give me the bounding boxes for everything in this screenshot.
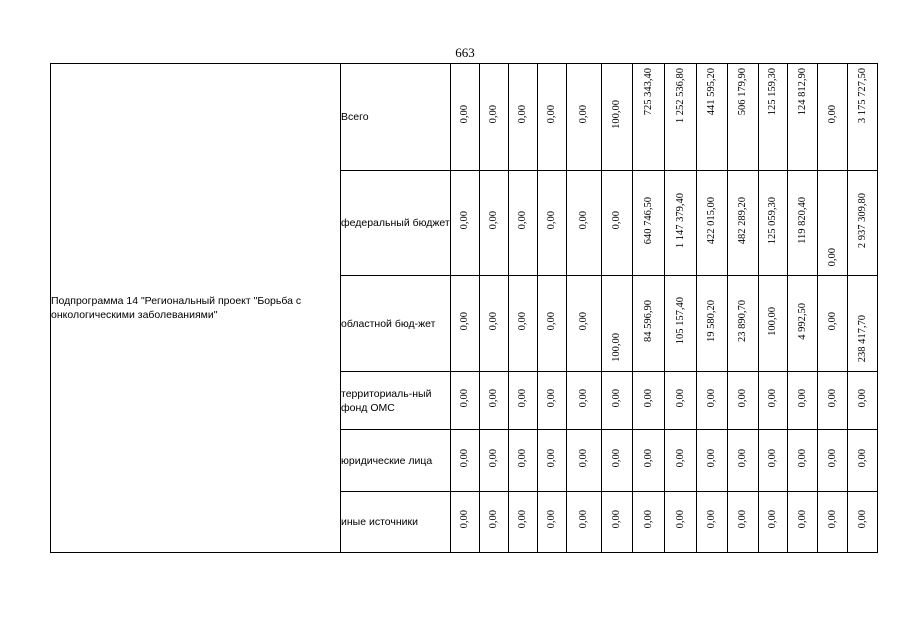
funding-source-label: областной бюд-жет (341, 317, 436, 330)
value-text: 0,00 (546, 211, 557, 230)
value-cell (848, 276, 878, 372)
value-cell (818, 276, 848, 372)
value-cell (451, 276, 480, 372)
value-cell (480, 64, 509, 171)
value-cell (633, 171, 665, 276)
value-cell (509, 171, 538, 276)
value-text: 0,00 (796, 510, 808, 529)
value-text: 0,00 (578, 211, 589, 230)
value-cell (602, 171, 633, 276)
value-cell (509, 64, 538, 171)
value-cell (567, 430, 602, 492)
value-text: 422 015,00 (706, 196, 717, 245)
value-text: 0,00 (546, 105, 557, 124)
value-cell (697, 171, 728, 276)
value-cell (567, 171, 602, 276)
value-text: 0,00 (488, 510, 499, 529)
value-cell (788, 276, 818, 372)
value-text: 0,00 (826, 388, 838, 408)
funding-source-label: территориаль-ный фонд ОМС (341, 387, 432, 414)
value-cell (538, 171, 567, 276)
value-cell (538, 372, 567, 430)
value-text: 0,00 (767, 388, 778, 408)
value-cell (602, 276, 633, 372)
value-cell (451, 64, 480, 171)
value-text: 0,00 (517, 448, 528, 468)
value-cell (509, 430, 538, 492)
table-body (51, 64, 878, 553)
value-text: 124 812,90 (796, 68, 808, 116)
value-text: 0,00 (578, 388, 589, 408)
value-cell (848, 64, 878, 171)
value-text: 0,00 (642, 448, 654, 468)
value-text: 0,00 (706, 448, 717, 468)
value-cell (633, 64, 665, 171)
value-text: 0,00 (611, 211, 622, 230)
value-text: 1 147 379,40 (674, 192, 686, 249)
value-text: 0,00 (611, 448, 622, 468)
value-cell (509, 276, 538, 372)
value-cell (451, 430, 480, 492)
value-cell (567, 276, 602, 372)
value-text: 4 992,50 (796, 302, 808, 340)
value-text: 0,00 (826, 448, 838, 468)
funding-source-cell (341, 492, 451, 553)
value-cell (451, 171, 480, 276)
value-cell (633, 492, 665, 553)
value-text: 84 596,90 (642, 300, 654, 342)
value-cell (480, 430, 509, 492)
value-cell (509, 372, 538, 430)
value-cell (538, 492, 567, 553)
funding-source-cell (341, 171, 451, 276)
value-text: 0,00 (826, 105, 838, 124)
value-text: 506 179,90 (737, 68, 748, 116)
value-text: 0,00 (517, 311, 528, 331)
value-text: 0,00 (642, 510, 654, 529)
value-cell (602, 64, 633, 171)
value-text: 0,00 (578, 311, 589, 331)
value-cell (665, 372, 697, 430)
value-text: 125 159,30 (767, 68, 778, 116)
table-row (51, 64, 878, 171)
value-cell (848, 492, 878, 553)
value-text: 0,00 (737, 388, 748, 408)
value-text: 0,00 (488, 388, 499, 408)
value-cell (818, 492, 848, 553)
value-text: 0,00 (767, 448, 778, 468)
value-cell (848, 372, 878, 430)
value-cell (818, 430, 848, 492)
value-cell (567, 492, 602, 553)
value-text: 119 820,40 (796, 197, 808, 244)
value-cell (728, 171, 759, 276)
value-cell (451, 372, 480, 430)
value-text: 0,00 (488, 311, 499, 331)
value-cell (697, 64, 728, 171)
value-text: 100,00 (611, 333, 622, 362)
funding-source-label: Всего (341, 111, 369, 123)
value-text: 125 059,30 (767, 196, 778, 245)
value-text: 0,00 (674, 510, 686, 529)
value-cell (759, 64, 788, 171)
value-cell (633, 276, 665, 372)
value-cell (759, 276, 788, 372)
value-text: 0,00 (459, 105, 470, 124)
value-cell (665, 430, 697, 492)
value-cell (788, 492, 818, 553)
value-cell (665, 64, 697, 171)
value-text: 0,00 (488, 211, 499, 230)
program-label-cell (51, 64, 341, 553)
value-text: 0,00 (611, 510, 622, 529)
funding-source-cell (341, 64, 451, 171)
value-text: 0,00 (706, 510, 717, 529)
value-text: 0,00 (674, 448, 686, 468)
value-cell (697, 372, 728, 430)
funding-source-label: федеральный бюджет (341, 217, 450, 229)
value-text: 441 595,20 (706, 68, 717, 116)
value-text: 0,00 (737, 448, 748, 468)
value-text: 3 175 727,50 (856, 68, 868, 124)
value-cell (697, 492, 728, 553)
value-text: 23 890,70 (737, 300, 748, 342)
value-text: 100,00 (767, 306, 778, 336)
value-cell (451, 492, 480, 553)
value-text: 0,00 (517, 510, 528, 529)
value-text: 0,00 (674, 388, 686, 408)
value-text: 0,00 (826, 247, 838, 266)
funding-table (50, 63, 878, 553)
value-cell (480, 372, 509, 430)
value-cell (759, 171, 788, 276)
value-cell (665, 171, 697, 276)
value-text: 0,00 (517, 105, 528, 124)
value-text: 0,00 (611, 388, 622, 408)
value-cell (697, 276, 728, 372)
page-number: 663 (455, 45, 475, 60)
value-text: 0,00 (796, 388, 808, 408)
value-cell (759, 430, 788, 492)
program-label: Подпрограмма 14 "Региональный проект "Борьба с онкологическими заболеваниями" (51, 295, 302, 321)
value-text: 0,00 (578, 510, 589, 529)
value-text: 105 157,40 (674, 297, 686, 345)
value-text: 0,00 (856, 448, 868, 468)
value-text: 0,00 (488, 448, 499, 468)
value-text: 0,00 (826, 311, 838, 331)
value-cell (538, 276, 567, 372)
value-text: 0,00 (546, 311, 557, 331)
value-text: 725 343,40 (642, 68, 654, 116)
value-text: 0,00 (826, 510, 838, 529)
value-cell (697, 430, 728, 492)
funding-source-cell (341, 430, 451, 492)
value-text: 0,00 (546, 448, 557, 468)
funding-source-cell (341, 276, 451, 372)
value-text: 1 252 536,80 (674, 68, 686, 124)
funding-source-label: иные источники (341, 516, 418, 528)
funding-source-label: юридические лица (341, 454, 433, 467)
value-cell (509, 492, 538, 553)
value-text: 0,00 (488, 105, 499, 124)
value-cell (480, 276, 509, 372)
value-text: 0,00 (459, 510, 470, 529)
value-cell (665, 492, 697, 553)
value-cell (567, 372, 602, 430)
value-text: 2 937 309,80 (856, 192, 868, 249)
value-text: 0,00 (737, 510, 748, 529)
value-cell (728, 430, 759, 492)
value-text: 0,00 (517, 211, 528, 230)
value-text: 640 746,50 (642, 196, 654, 245)
value-text: 0,00 (459, 448, 470, 468)
value-text: 0,00 (546, 388, 557, 408)
value-cell (480, 492, 509, 553)
value-cell (728, 276, 759, 372)
value-cell (728, 492, 759, 553)
value-cell (728, 372, 759, 430)
value-text: 0,00 (459, 311, 470, 331)
value-cell (538, 64, 567, 171)
value-text: 0,00 (642, 388, 654, 408)
value-text: 0,00 (856, 388, 868, 408)
value-cell (665, 276, 697, 372)
value-cell (759, 492, 788, 553)
value-text: 0,00 (856, 510, 868, 529)
value-cell (848, 430, 878, 492)
value-cell (788, 372, 818, 430)
value-cell (633, 430, 665, 492)
value-cell (818, 171, 848, 276)
value-cell (818, 372, 848, 430)
value-cell (788, 171, 818, 276)
value-text: 19 580,20 (706, 300, 717, 342)
value-text: 0,00 (767, 510, 778, 529)
value-text: 0,00 (517, 388, 528, 408)
value-text: 100,00 (611, 100, 622, 129)
value-text: 0,00 (578, 448, 589, 468)
value-cell (633, 372, 665, 430)
value-text: 0,00 (578, 105, 589, 124)
value-text: 0,00 (546, 510, 557, 529)
value-text: 0,00 (459, 388, 470, 408)
value-cell (480, 171, 509, 276)
value-cell (567, 64, 602, 171)
value-text: 0,00 (796, 448, 808, 468)
value-cell (538, 430, 567, 492)
value-cell (788, 64, 818, 171)
value-cell (848, 171, 878, 276)
value-cell (602, 430, 633, 492)
value-cell (602, 372, 633, 430)
value-text: 238 417,70 (856, 314, 868, 362)
value-text: 0,00 (706, 388, 717, 408)
value-cell (728, 64, 759, 171)
value-text: 0,00 (459, 211, 470, 230)
value-cell (759, 372, 788, 430)
value-cell (602, 492, 633, 553)
value-text: 482 289,20 (737, 196, 748, 245)
value-cell (788, 430, 818, 492)
funding-source-cell (341, 372, 451, 430)
value-cell (818, 64, 848, 171)
